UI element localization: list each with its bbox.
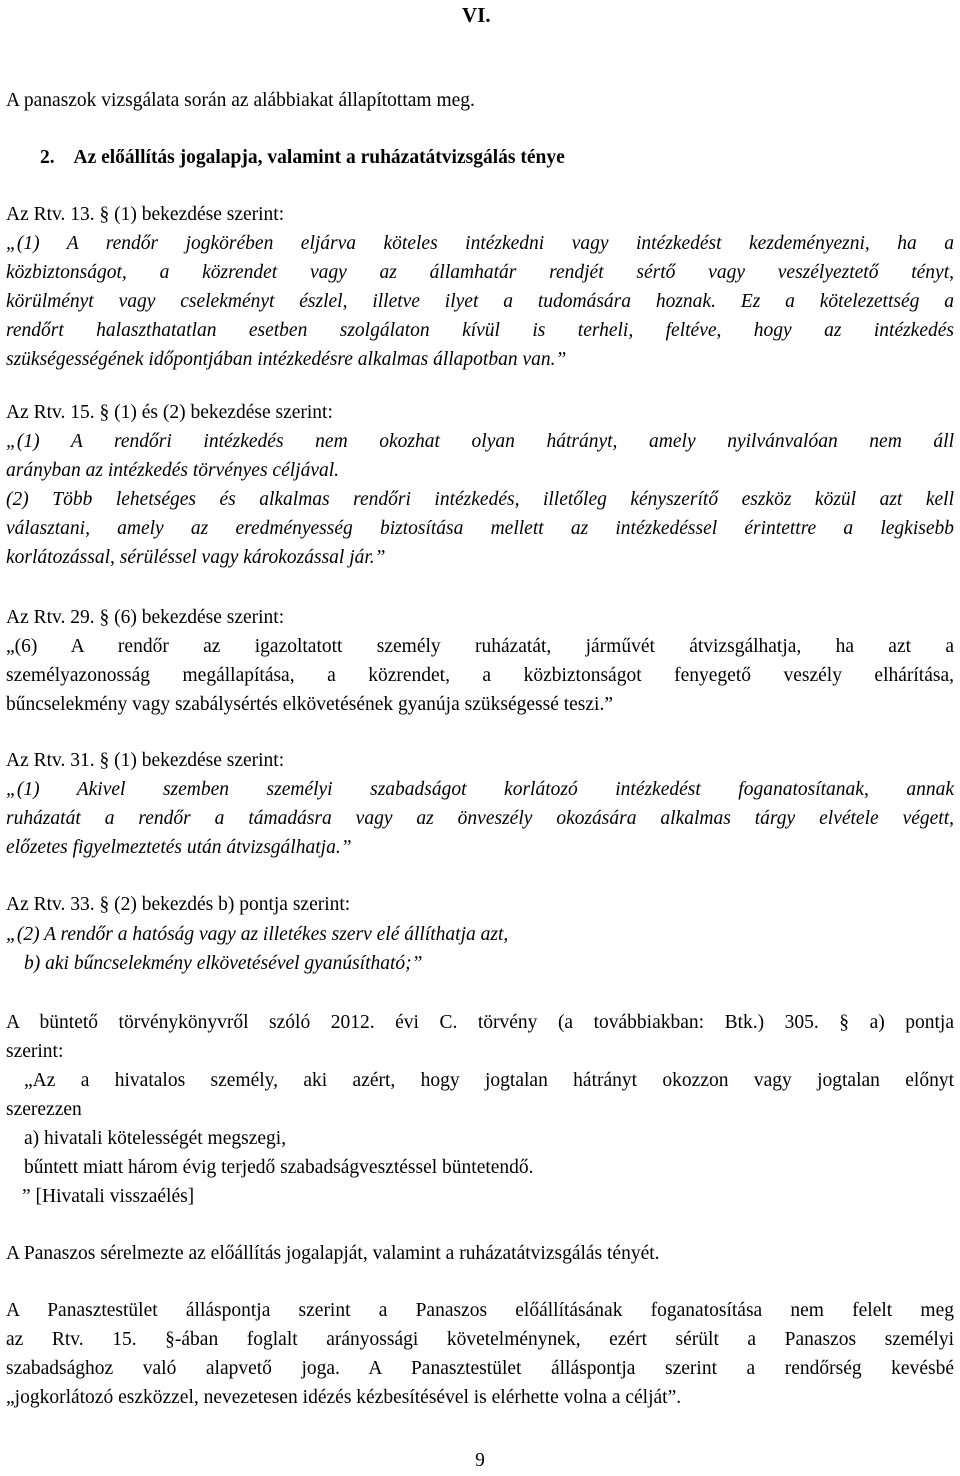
quote-line: ruházatát a rendőr a támadásra vagy az önveszély okozására alkalmas tárgy elvétele végett, [6,808,954,829]
quote-line: szükségességének időpontjában intézkedésre alkalmas állapotban van.” [6,349,567,370]
quote-line: bűntett miatt három évig terjedő szabadságvesztéssel büntetendő. [24,1157,534,1178]
quote-line: (2) Több lehetséges és alkalmas rendőri intézkedés, illetőleg kényszerítő eszköz közül azt kell [6,489,954,510]
quote-line: ” [Hivatali visszaélés] [22,1186,195,1207]
section-title: Az előállítás jogalapja, valamint a ruházatátvizsgálás ténye [73,147,565,168]
finding-paragraph: A Panaszos sérelmezte az előállítás jogalapját, valamint a ruházatátvizsgálás tényét. [6,1243,660,1264]
quote-line: „(6) A rendőr az igazoltatott személy ruházatát, járművét átvizsgálhatja, ha azt a [6,636,954,657]
quote-line: személyazonosság megállapítása, a közrendet, a közbiztonságot fenyegető veszély elhárítása, [6,665,954,686]
quote-line: bűncselekmény vagy szabálysértés elkövetésének gyanúja szükségessé teszi.” [6,694,613,715]
citation-ref: Az Rtv. 15. § (1) és (2) bekezdése szerint: [6,402,333,423]
page-number: 9 [475,1450,485,1471]
chapter-heading: VI. [462,3,491,27]
citation-ref: Az Rtv. 13. § (1) bekezdése szerint: [6,204,285,225]
quote-line: korlátozással, sérüléssel vagy károkozással jár.” [6,547,386,568]
citation-ref: Az Rtv. 31. § (1) bekezdése szerint: [6,750,285,771]
intro-paragraph: A panaszok vizsgálata során az alábbiakat állapítottam meg. [6,90,475,111]
quote-line: szerezzen [6,1099,82,1120]
quote-line: „(1) A rendőr jogkörében eljárva köteles intézkedni vagy intézkedést kezdeményezni, ha a [6,233,954,254]
btk-citation-line: A büntető törvénykönyvről szóló 2012. évi C. törvény (a továbbiakban: Btk.) 305. § a) pontja [6,1012,954,1033]
quote-line: „Az a hivatalos személy, aki azért, hogy jogtalan hátrányt okozzon vagy jogtalan előnyt [24,1070,954,1091]
section-heading [40,143,960,173]
section-number: 2. [40,147,55,168]
quote-line: „(1) Akivel szemben személyi szabadságot korlátozó intézkedést foganatosítanak, annak [6,779,954,800]
quote-line: a) hivatali kötelességét megszegi, [24,1128,287,1149]
finding-line: „jogkorlátozó eszközzel, nevezetesen idézés kézbesítésével is elérhette volna a célját”. [6,1387,682,1408]
quote-line: rendőrt halaszthatatlan esetben szolgálaton kívül is terheli, feltéve, hogy az intézkedés [6,320,954,341]
quote-line: előzetes figyelmeztetés után átvizsgálhatja.” [6,837,352,858]
finding-line: A Panasztestület álláspontja szerint a Panaszos előállításának foganatosítása nem felelt meg [6,1300,954,1321]
finding-line: az Rtv. 15. §-ában foglalt arányossági követelménynek, ezért sérült a Panaszos személyi [6,1329,954,1350]
btk-citation-line: szerint: [6,1041,64,1062]
quote-line: közbiztonságot, a közrendet vagy az államhatár rendjét sértő vagy veszélyeztető tényt, [6,262,954,283]
quote-line: körülményt vagy cselekményt észlel, illetve ilyet a tudomására hoznak. Ez a kötelezettség a [6,291,954,312]
citation-ref: Az Rtv. 33. § (2) bekezdés b) pontja szerint: [6,894,351,915]
quote-line: arányban az intézkedés törvényes céljával. [6,460,340,481]
quote-line: b) aki bűncselekmény elkövetésével gyanúsítható;” [24,953,423,974]
quote-line: „(2) A rendőr a hatóság vagy az illetékes szerv elé állíthatja azt, [6,924,509,945]
finding-line: szabadsághoz való alapvető joga. A Panasztestület álláspontja szerint a rendőrség kevésbé [6,1358,954,1379]
quote-line: „(1) A rendőri intézkedés nem okozhat olyan hátrányt, amely nyilvánvalóan nem áll [6,431,954,452]
quote-line: választani, amely az eredményesség biztosítása mellett az intézkedéssel érintettre a legkisebb [6,518,954,539]
citation-ref: Az Rtv. 29. § (6) bekezdése szerint: [6,607,285,628]
